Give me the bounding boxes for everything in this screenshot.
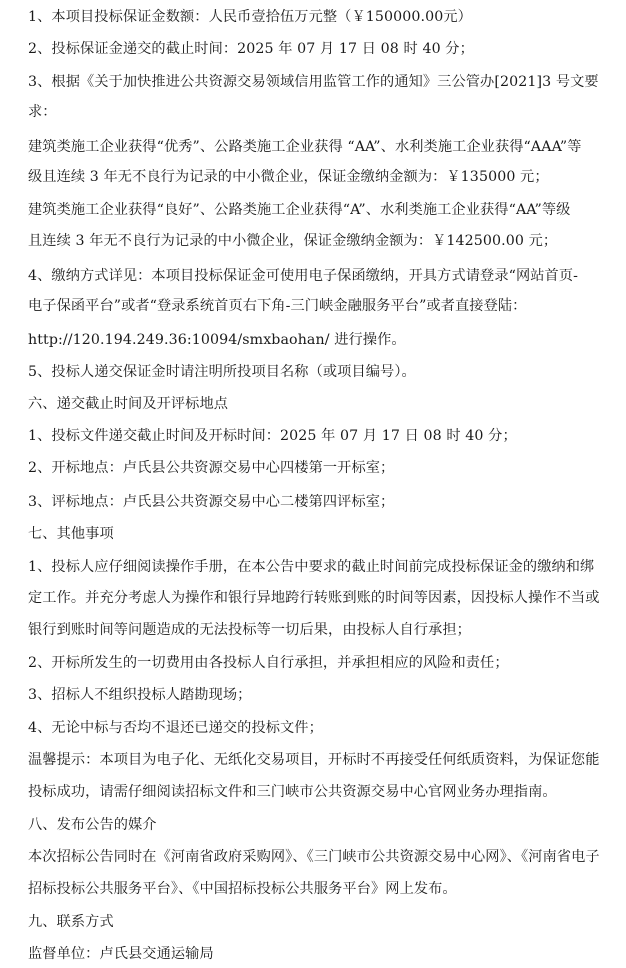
other-item2-line: 2、开标所发生的一切费用由各投标人自行承担，并承担相应的风险和责任； [28, 655, 509, 671]
other-item4-line: 4、无论中标与否均不退还已递交的投标文件； [28, 720, 323, 736]
credit-notice-line-2: 求： [28, 104, 57, 120]
section-seven-heading: 七、其他事项 [28, 526, 114, 542]
tip-line-1: 温馨提示：本项目为电子化、无纸化交易项目，开标时不再接受任何纸质资料，为保证您能 [28, 752, 600, 768]
submission-deadline-line: 1、投标文件递交截止时间及开标时间：2025 年 07 月 17 日 08 时 40 分； [28, 428, 517, 444]
tier1-line-2: 级且连续 3 年无不良行为记录的中小微企业，保证金缴纳金额为：￥135000 元； [28, 169, 549, 185]
payment-url-line[interactable]: http://120.194.249.36:10094/smxbaohan/ 进行操作。 [28, 332, 406, 348]
evaluation-location-line: 3、评标地点：卢氏县公共资源交易中心二楼第四评标室； [28, 494, 395, 510]
credit-notice-line-1: 3、根据《关于加快推进公共资源交易领域信用监管工作的通知》三公管办[2021]3 号文要 [28, 74, 599, 90]
section-nine-heading: 九、联系方式 [28, 914, 114, 930]
other-item1-line-3: 银行到账时间等问题造成的无法投标等一切后果，由投标人自行承担； [28, 622, 471, 638]
tier2-line-2: 且连续 3 年无不良行为记录的中小微企业，保证金缴纳金额为：￥142500.00 元； [28, 233, 558, 249]
payment-method-line-2: 电子保函平台”或者“登录系统首页右下角-三门峡金融服务平台”或者直接登陆： [28, 298, 527, 314]
tip-line-2: 投标成功，请需仔细阅读招标文件和三门峡市公共资源交易中心官网业务办理指南。 [28, 784, 557, 800]
deposit-deadline-line: 2、投标保证金递交的截止时间：2025 年 07 月 17 日 08 时 40 分； [28, 41, 474, 57]
deposit-amount-line: 1、本项目投标保证金数额：人民币壹拾伍万元整（￥150000.00元） [28, 9, 472, 25]
opening-location-line: 2、开标地点：卢氏县公共资源交易中心四楼第一开标室； [28, 460, 395, 476]
tier1-line-1: 建筑类施工企业获得“优秀”、公路类施工企业获得 “AA”、水利类施工企业获得“AAA”等 [28, 139, 582, 155]
other-item3-line: 3、招标人不组织投标人踏勘现场； [28, 687, 252, 703]
section-eight-heading: 八、发布公告的媒介 [28, 817, 157, 833]
media-line-1: 本次招标公告同时在《河南省政府采购网》、《三门峡市公共资源交易中心网》、《河南省电子 [28, 849, 600, 865]
tier2-line-1: 建筑类施工企业获得“良好”、公路类施工企业获得“A”、水利类施工企业获得“AA”等级 [28, 202, 571, 218]
deposit-note-line: 5、投标人递交保证金时请注明所投项目名称（或项目编号）。 [28, 364, 416, 380]
supervisor-line: 监督单位：卢氏县交通运输局 [28, 946, 214, 962]
media-line-2: 招标投标公共服务平台》、《中国招标投标公共服务平台》网上发布。 [28, 881, 457, 897]
other-item1-line-2: 定工作。并充分考虑人为操作和银行异地跨行转账到账的时间等因素，因投标人操作不当或 [28, 590, 600, 606]
section-six-heading: 六、递交截止时间及开评标地点 [28, 396, 229, 412]
other-item1-line-1: 1、投标人应仔细阅读操作手册，在本公告中要求的截止时间前完成投标保证金的缴纳和绑 [28, 559, 595, 575]
payment-method-line-1: 4、缴纳方式详见：本项目投标保证金可使用电子保函缴纳，开具方式请登录“网站首页- [28, 268, 579, 284]
